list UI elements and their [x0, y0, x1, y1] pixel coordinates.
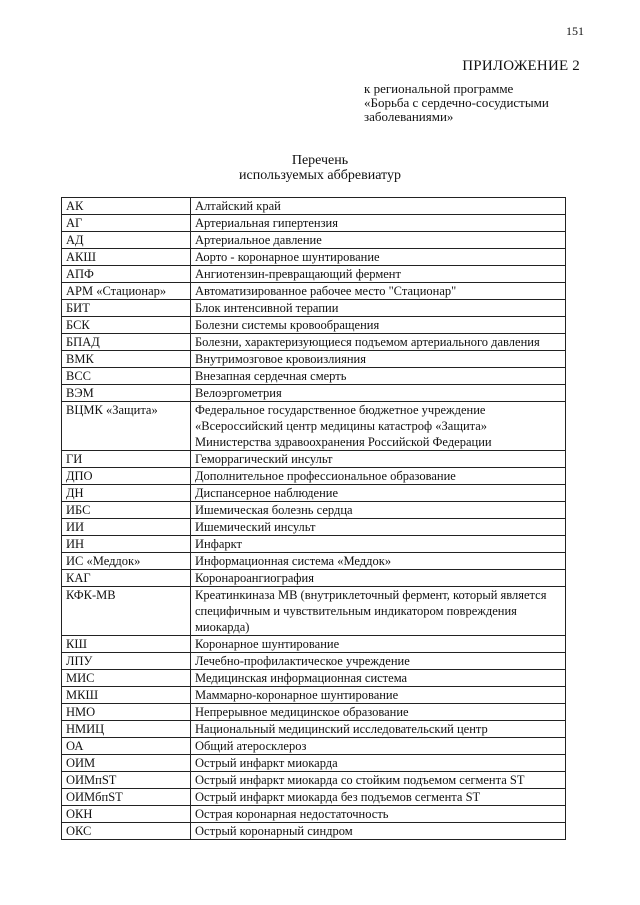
abbreviation-cell: ГИ — [62, 451, 191, 468]
table-row — [62, 266, 566, 283]
meaning-cell: Артериальная гипертензия — [191, 215, 566, 232]
meaning-cell: Болезни, характеризующиеся подъемом артериального давления — [191, 334, 566, 351]
abbreviation-cell: ИН — [62, 536, 191, 553]
meaning-cell: Аорто - коронарное шунтирование — [191, 249, 566, 266]
abbreviation-cell: ДПО — [62, 468, 191, 485]
meaning-cell: Общий атеросклероз — [191, 738, 566, 755]
abbreviation-cell: КШ — [62, 636, 191, 653]
list-heading-line: Перечень — [291, 153, 349, 168]
meaning-cell: Болезни системы кровообращения — [191, 317, 566, 334]
meaning-cell: Блок интенсивной терапии — [191, 300, 566, 317]
table-row — [62, 334, 566, 351]
table-row — [62, 570, 566, 587]
table-row — [62, 536, 566, 553]
meaning-cell: Велоэргометрия — [191, 385, 566, 402]
abbreviation-cell: ОИМбпST — [62, 789, 191, 806]
abbreviation-cell: ВЭМ — [62, 385, 191, 402]
abbreviation-cell: МКШ — [62, 687, 191, 704]
abbreviation-cell: ОКН — [62, 806, 191, 823]
abbreviation-cell: АРМ «Стационар» — [62, 283, 191, 300]
table-row — [62, 451, 566, 468]
meaning-cell: Острый инфаркт миокарда без подъемов сегмента ST — [191, 789, 566, 806]
meaning-cell: Информационная система «Меддок» — [191, 553, 566, 570]
abbreviation-cell: ДН — [62, 485, 191, 502]
meaning-cell: Острый инфаркт миокарда — [191, 755, 566, 772]
appendix-subtitle-line: «Борьба с сердечно-сосудистыми — [364, 95, 549, 110]
table-row — [62, 553, 566, 570]
abbreviation-cell: АГ — [62, 215, 191, 232]
table-row — [62, 283, 566, 300]
table-row — [62, 587, 566, 636]
abbreviation-cell: ИИ — [62, 519, 191, 536]
abbreviation-cell: АК — [62, 198, 191, 215]
table-row — [62, 198, 566, 215]
meaning-cell: Лечебно-профилактическое учреждение — [191, 653, 566, 670]
abbreviation-cell: ИБС — [62, 502, 191, 519]
meaning-cell: Острая коронарная недостаточность — [191, 806, 566, 823]
abbreviation-cell: АКШ — [62, 249, 191, 266]
abbreviation-cell: КАГ — [62, 570, 191, 587]
abbreviation-cell: БПАД — [62, 334, 191, 351]
table-row — [62, 823, 566, 840]
meaning-cell: Маммарно-коронарное шунтирование — [191, 687, 566, 704]
list-heading — [200, 153, 440, 183]
table-row — [62, 704, 566, 721]
table-row — [62, 468, 566, 485]
meaning-cell: Ишемический инсульт — [191, 519, 566, 536]
table-row — [62, 402, 566, 451]
appendix-subtitle — [364, 82, 604, 124]
table-row — [62, 721, 566, 738]
abbreviation-cell: НМО — [62, 704, 191, 721]
table-row — [62, 215, 566, 232]
table-row — [62, 351, 566, 368]
meaning-cell: Геморрагический инсульт — [191, 451, 566, 468]
meaning-cell: Диспансерное наблюдение — [191, 485, 566, 502]
table-row — [62, 368, 566, 385]
abbreviation-cell: БСК — [62, 317, 191, 334]
table-row — [62, 300, 566, 317]
list-heading-line: используемых аббревиатур — [239, 168, 401, 183]
meaning-cell: Алтайский край — [191, 198, 566, 215]
abbreviation-cell: ВСС — [62, 368, 191, 385]
table-row — [62, 317, 566, 334]
meaning-cell: Коронароангиография — [191, 570, 566, 587]
meaning-cell: Коронарное шунтирование — [191, 636, 566, 653]
table-row — [62, 636, 566, 653]
table-row — [62, 755, 566, 772]
meaning-cell: Федеральное государственное бюджетное учреждение «Всероссийский центр медицины катастроф «Защита» Министерства здравоохранения Российской Федерации — [191, 402, 566, 451]
table-row — [62, 249, 566, 266]
meaning-cell: Инфаркт — [191, 536, 566, 553]
table-row — [62, 738, 566, 755]
abbreviation-cell: ОКС — [62, 823, 191, 840]
meaning-cell: Внезапная сердечная смерть — [191, 368, 566, 385]
appendix-subtitle-line: заболеваниями» — [364, 109, 454, 124]
table-row — [62, 789, 566, 806]
table-row — [62, 806, 566, 823]
table-row — [62, 670, 566, 687]
meaning-cell: Автоматизированное рабочее место "Стационар" — [191, 283, 566, 300]
table-row — [62, 653, 566, 670]
table-row — [62, 485, 566, 502]
abbreviation-cell: НМИЦ — [62, 721, 191, 738]
page-number: 151 — [566, 24, 584, 38]
meaning-cell: Дополнительное профессиональное образование — [191, 468, 566, 485]
table-row — [62, 232, 566, 249]
meaning-cell: Медицинская информационная система — [191, 670, 566, 687]
table-row — [62, 502, 566, 519]
abbreviation-cell: ОА — [62, 738, 191, 755]
table-row — [62, 385, 566, 402]
meaning-cell: Креатинкиназа MB (внутриклеточный фермент, который является специфичным и чувствительным индикатором повреждения миокарда) — [191, 587, 566, 636]
meaning-cell: Ангиотензин-превращающий фермент — [191, 266, 566, 283]
abbreviation-cell: ОИМ — [62, 755, 191, 772]
meaning-cell: Острый инфаркт миокарда со стойким подъемом сегмента ST — [191, 772, 566, 789]
appendix-subtitle-line: к региональной программе — [364, 81, 514, 96]
abbreviation-cell: ОИМпST — [62, 772, 191, 789]
abbreviation-cell: ВМК — [62, 351, 191, 368]
meaning-cell: Ишемическая болезнь сердца — [191, 502, 566, 519]
abbreviation-cell: ВЦМК «Защита» — [62, 402, 191, 451]
table-row — [62, 519, 566, 536]
meaning-cell: Внутримозговое кровоизлияния — [191, 351, 566, 368]
abbreviation-cell: АПФ — [62, 266, 191, 283]
abbreviation-cell: ИС «Меддок» — [62, 553, 191, 570]
meaning-cell: Острый коронарный синдром — [191, 823, 566, 840]
abbreviation-cell: ЛПУ — [62, 653, 191, 670]
table-row — [62, 772, 566, 789]
table-row — [62, 687, 566, 704]
appendix-title: ПРИЛОЖЕНИЕ 2 — [462, 58, 580, 74]
meaning-cell: Артериальное давление — [191, 232, 566, 249]
meaning-cell: Непрерывное медицинское образование — [191, 704, 566, 721]
abbreviation-cell: АД — [62, 232, 191, 249]
abbreviation-cell: КФК-МВ — [62, 587, 191, 636]
meaning-cell: Национальный медицинский исследовательский центр — [191, 721, 566, 738]
abbreviation-cell: МИС — [62, 670, 191, 687]
abbreviations-table — [61, 197, 566, 840]
abbreviations-table-body — [62, 198, 566, 840]
abbreviation-cell: БИТ — [62, 300, 191, 317]
